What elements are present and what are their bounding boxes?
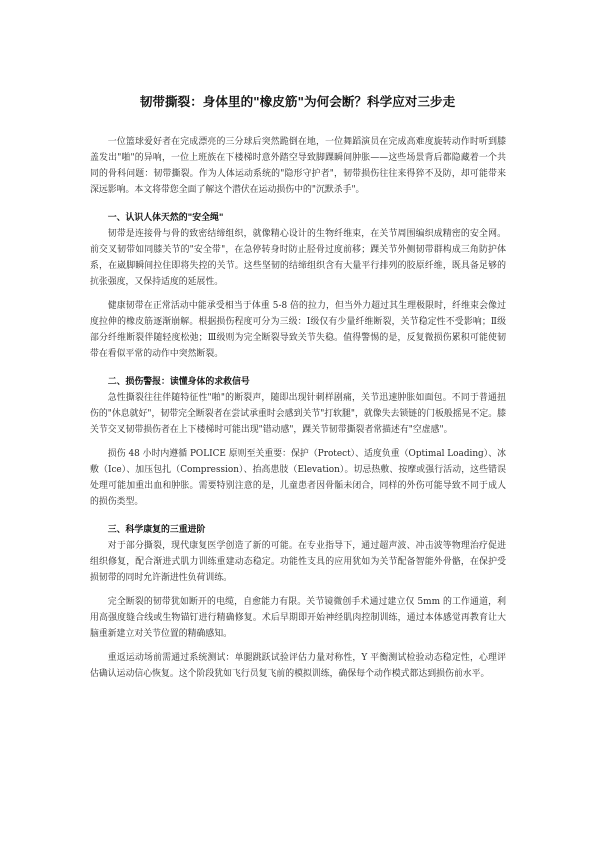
intro-paragraph: 一位篮球爱好者在完成漂亮的三分球后突然跪倒在地，一位舞蹈演员在完成高难度旋转动作时听到膝盖发出"啪"的异响，一位上班族在下楼梯时意外踏空导致脚踝瞬间肿胀——这些场景背后都隐藏着一个共同的骨科问题：韧带撕裂。作为人体运动系统的"隐形守护者"，韧带损伤往往来得猝不及防，却可能带来深远影响。本文将带您全面了解这个潜伏在运动损伤中的"沉默杀手"。 — [90, 137, 506, 195]
document-title: 韧带撕裂：身体里的"橡皮筋"为何会断？科学应对三步走 — [139, 94, 456, 109]
section-1-paragraph-2: 健康韧带在正常活动中能承受相当于体重 5-8 倍的拉力，但当外力超过其生理极限时，纤维束会像过度拉伸的橡皮筋逐渐崩解。根据损伤程度可分为三级：Ⅰ级仅有少量纤维断裂，关节稳定性不受影响；Ⅱ级部分纤维断裂伴随轻度松弛；Ⅲ级则为完全断裂导致关节失稳。值得警惕的是，反复微损伤累积可能使韧带在看似平常的动作中突然断裂。 — [90, 301, 506, 359]
section-1-paragraph-1: 韧带是连接骨与骨的致密结缔组织，就像精心设计的生物纤维束，在关节周围编织成精密的安全网。前交叉韧带如同膝关节的"安全带"，在急停转身时防止胫骨过度前移；踝关节外侧韧带群构成三角防护体系，在崴脚瞬间拉住即将失控的关节。这些坚韧的结缔组织含有大量平行排列的胶原纤维，既具备足够的抗张强度，又保持适度的延展性。 — [90, 229, 506, 287]
section-2-paragraph-2: 损伤 48 小时内遵循 POLICE 原则至关重要：保护（Protect）、适度负重（Optimal Loading）、冰敷（Ice）、加压包扎（Compression）、抬高患肢（Elevation）。切忌热敷、按摩或强行活动，这些错误处理可能加重出血和肿胀。需要特别注意的是，儿童患者因骨骺未闭合，同样的外伤可能导致不同于成人的损伤类型。 — [90, 449, 506, 507]
section-3-paragraph-3: 重返运动场前需通过系统测试：单腿跳跃试验评估力量对称性，Y 平衡测试检验动态稳定性，心理评估确认运动信心恢复。这个阶段犹如飞行员复飞前的模拟训练，确保每个动作模式都达到损伤前水平。 — [90, 653, 506, 679]
section-3-paragraph-2: 完全断裂的韧带犹如断开的电缆，自愈能力有限。关节镜微创手术通过建立仅 5mm 的工作通道，利用高强度缝合线或生物锚钉进行精确修复。术后早期即开始神经肌肉控制训练，通过本体感觉再教育让大脑重新建立对关节位置的精确感知。 — [90, 597, 506, 639]
section-3-heading: 三、科学康复的三重进阶 — [107, 525, 206, 535]
document-body — [90, 134, 506, 682]
section-2-heading: 二、损伤警报：读懂身体的求救信号 — [107, 377, 250, 387]
section-2-paragraph-1: 急性撕裂往往伴随特征性"啪"的断裂声，随即出现针刺样剧痛，关节迅速肿胀如面包。不同于普通扭伤的"休息就好"，韧带完全断裂者在尝试承重时会感到关节"打软腿"，就像失去锁链的门板般摇晃不定。膝关节交叉韧带损伤者在上下楼梯时可能出现"错动感"，踝关节韧带撕裂者常描述有"空虚感"。 — [90, 393, 506, 435]
section-3-paragraph-1: 对于部分撕裂，现代康复医学创造了新的可能。在专业指导下，通过超声波、冲击波等物理治疗促进组织修复，配合渐进式肌力训练重建动态稳定。功能性支具的应用犹如为关节配备智能外骨骼，在保护受损韧带的同时允许渐进性负荷训练。 — [90, 541, 506, 583]
section-1-heading: 一、认识人体天然的"安全绳" — [107, 213, 224, 223]
